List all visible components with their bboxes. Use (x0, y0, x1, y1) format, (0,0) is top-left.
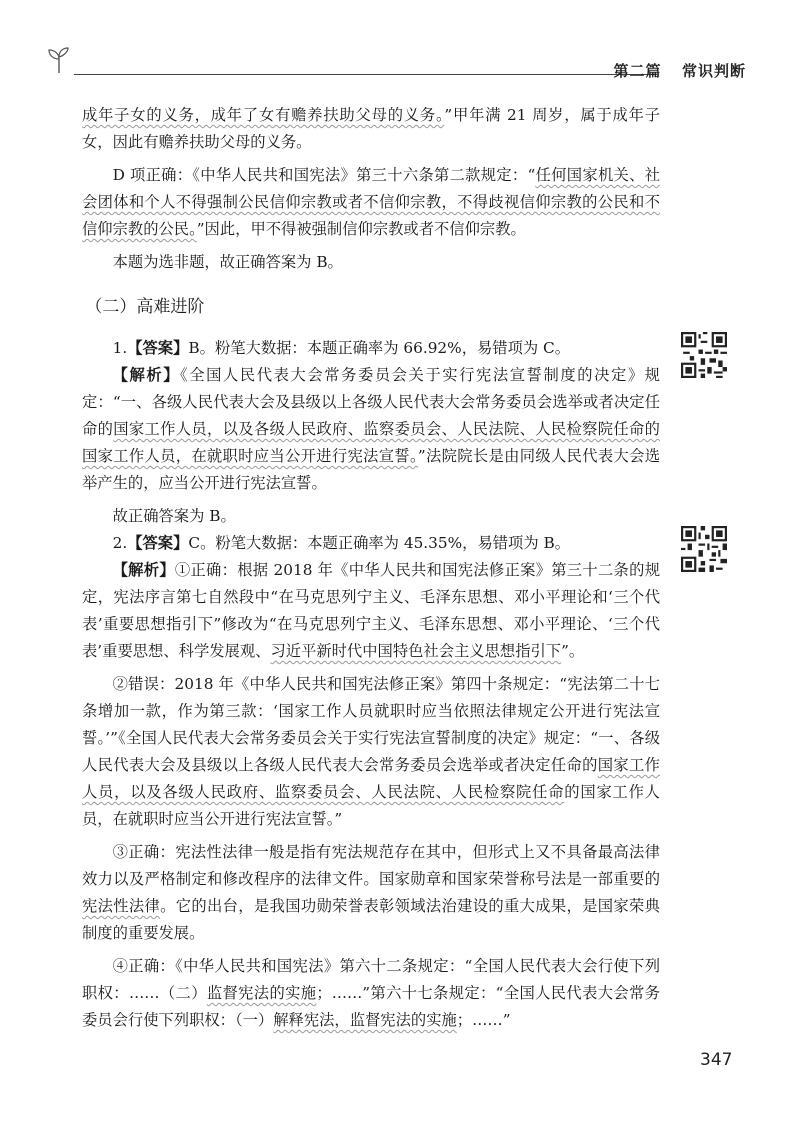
text: 的国家工作人员，在就职时应当公开进行宪法宣誓。” (82, 783, 660, 828)
underlined-text: 宪法性法律 (82, 897, 161, 915)
analysis-tag: 【解析】 (112, 561, 175, 579)
answer-tag: 【答案】 (127, 534, 189, 552)
text: ②错误：2018 年《中华人民共和国宪法修正案》第四十条规定：“宪法第二十七条增加一款，作为第三款：‘国家工作人员就职时应当依照法律规定公开进行宪法宣誓。’”《全国人民代表大会常务委员会关于实行宪法宣誓制度的决定》规定：“一、各级人民代表大会及县级以上各级人民代表大会常务委员会选举或者决定任命的 (82, 675, 660, 774)
analysis (82, 362, 660, 497)
page-header (46, 46, 746, 86)
text: ③正确：宪法性法律一般是指有宪法规范存在其中，但形式上又不具备最高法律效力以及严格制定和修改程序的法律文件。国家勋章和国家荣誉称号法是一部重要的 (82, 843, 660, 888)
paragraph (82, 102, 660, 156)
text: ”甲年满 21 周岁，属于成年子女，因此有赡养扶助父母的义务。 (82, 106, 661, 151)
analysis (82, 953, 660, 1034)
header-rule (74, 74, 656, 75)
text: 。它的出台，是我国功勋荣誉表彰领域法治建设的重大成果，是国家荣典制度的重要发展。 (82, 897, 660, 942)
underlined-text: 国家工作人员，以及各级人民政府、监察委员会、人民法院、人民检察院任命 (82, 756, 660, 801)
text: D 项正确：《中华人民共和国宪法》第三十六条第二款规定：“ (112, 166, 536, 184)
header-chapter: 常识判断 (681, 62, 746, 80)
text: ④正确：《中华人民共和国宪法》第六十二条规定：“全国人民代表大会行使下列职权：……（二） (82, 957, 660, 1002)
underlined-text: 任何国家机关、社会团体和个人不得强制公民信仰宗教或者不信仰宗教，不得歧视信仰宗教的公民和不信仰宗教的公民。 (82, 166, 660, 238)
text: ①正确：根据 2018 年《中华人民共和国宪法修正案》第三十二条的规定，宪法序言第七自然段中“在马克思列宁主义、毛泽东思想、邓小平理论和‘三个代表’重要思想指引下”修改为“在马克思列宁主义、毛泽东思想、邓小平理论、‘三个代表’重要思想、科学发展观、 (82, 561, 660, 660)
conclusion: 故正确答案为 B。 (112, 507, 236, 525)
page-number: 347 (700, 1050, 733, 1070)
header-section: 第二篇 (613, 62, 662, 80)
answer-tag: 【答案】 (127, 339, 189, 357)
text: 《全国人民代表大会常务委员会关于实行宪法宣誓制度的决定》规定：“一、各级人民代表大会及县级以上各级人民代表大会常务委员会选举或者决定任命的 (82, 366, 660, 438)
answer-text: C。粉笔大数据：本题正确率为 45.35%，易错项为 B。 (188, 534, 571, 552)
analysis (82, 557, 660, 665)
answer-line (82, 530, 660, 557)
answer-text: B。粉笔大数据：本题正确率为 66.92%，易错项为 C。 (188, 339, 571, 357)
text: ；……”第六十七条规定：“全国人民代表大会常务委员会行使下列职权：（一） (82, 984, 660, 1029)
page-body (82, 102, 660, 1034)
text: ”因此，甲不得被强制信仰宗教或者不信仰宗教。 (196, 220, 526, 238)
analysis (82, 671, 660, 833)
answer-line (82, 335, 660, 362)
text: ；……” (456, 1011, 511, 1029)
underlined-text: 习近平新时代中国特色社会主义思想指引下 (270, 642, 562, 660)
analysis-tag: 【解析】 (112, 366, 181, 384)
text: ”法院院长是由同级人民代表大会选举产生的，应当公开进行宪法宣誓。 (82, 447, 660, 492)
analysis (82, 839, 660, 947)
qr-code-icon[interactable] (681, 332, 727, 378)
underlined-text: 解释宪法，监督宪法的实施 (273, 1011, 457, 1029)
section-title: （二）高难进阶 (85, 297, 205, 317)
text: ”。 (561, 642, 585, 660)
sprout-icon (46, 46, 72, 74)
paragraph: 本题为选非题，故正确答案为 B。 (112, 253, 343, 271)
question-number: 2. (112, 534, 128, 552)
header-title (614, 60, 747, 81)
qr-code-icon[interactable] (681, 526, 727, 572)
paragraph (82, 162, 660, 243)
underlined-text: 监督宪法的实施 (206, 984, 317, 1002)
underlined-text: 国家工作人员，以及各级人民政府、监察委员会、人民法院、人民检察院任命的国家工作人员，在就职时应当公开进行宪法宣誓。 (82, 420, 660, 465)
underlined-text: 成年子女的义务，成年了女有赡养扶助父母的义务。 (82, 106, 445, 124)
question-number: 1. (112, 339, 128, 357)
